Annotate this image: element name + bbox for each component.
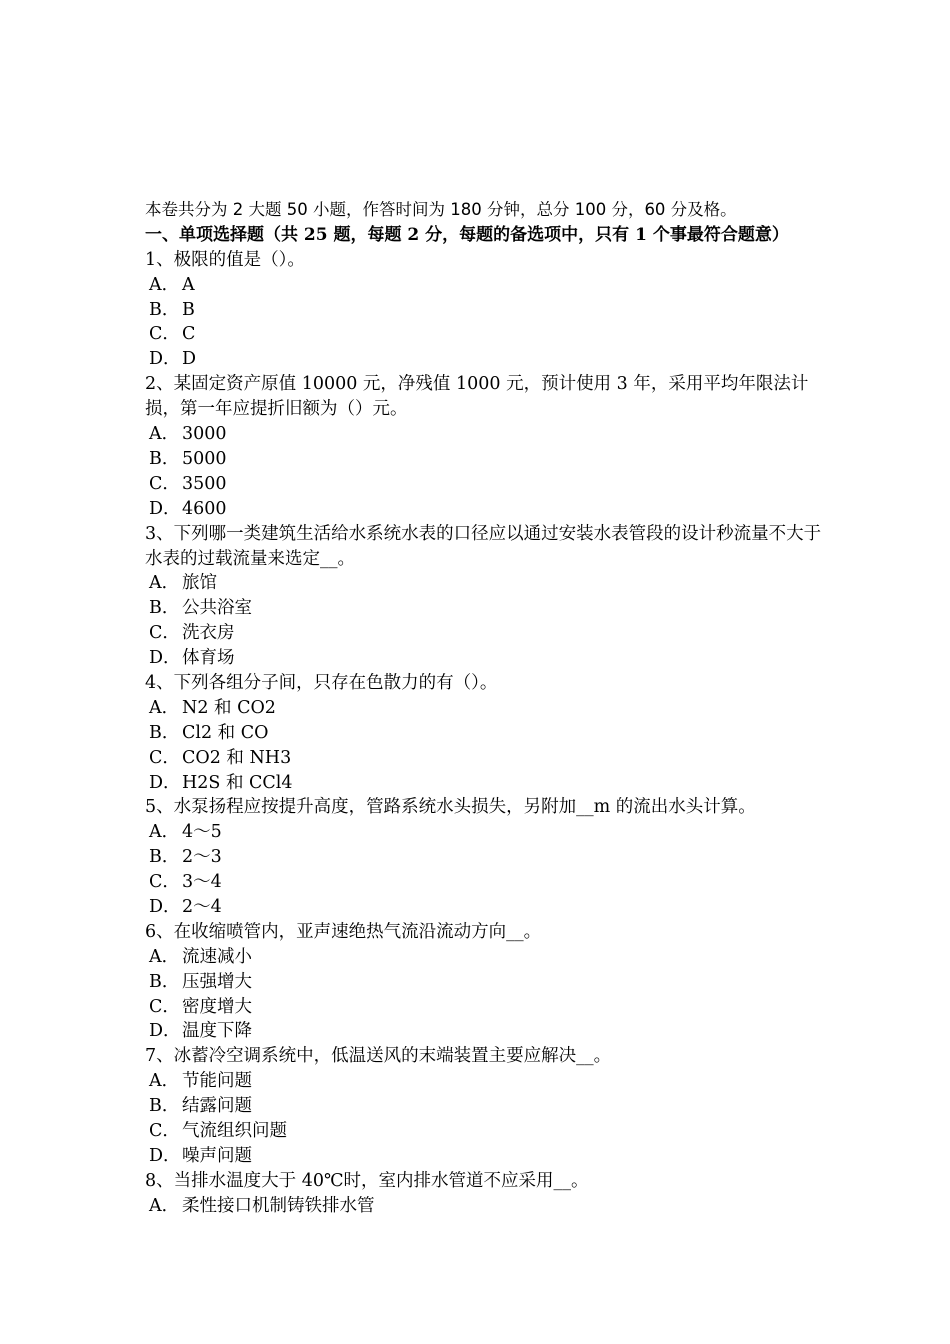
option-text: 3000 bbox=[182, 424, 227, 445]
option-text: B bbox=[182, 299, 195, 320]
option-b[interactable] bbox=[145, 721, 825, 746]
option-letter: A． bbox=[149, 822, 180, 843]
question-stem: 4、下列各组分子间，只存在色散力的有（）。 bbox=[145, 672, 498, 693]
option-text: 洗衣房 bbox=[182, 623, 235, 644]
option-c[interactable] bbox=[145, 870, 825, 895]
option-letter: D． bbox=[149, 772, 181, 793]
option-text: N2 和 CO2 bbox=[182, 697, 276, 718]
option-letter: B． bbox=[149, 847, 180, 868]
option-text: 温度下降 bbox=[182, 1021, 252, 1042]
option-text: 3～4 bbox=[182, 872, 222, 893]
option-c[interactable] bbox=[145, 995, 825, 1020]
question-stem: 8、当排水温度大于 40℃时，室内排水管道不应采用__。 bbox=[145, 1170, 589, 1191]
option-c[interactable] bbox=[145, 621, 825, 646]
option-b[interactable] bbox=[145, 970, 825, 995]
option-letter: D． bbox=[149, 1021, 181, 1042]
option-c[interactable] bbox=[145, 746, 825, 771]
option-letter: C． bbox=[149, 473, 180, 494]
option-letter: B． bbox=[149, 1096, 180, 1117]
option-text: Cl2 和 CO bbox=[182, 722, 269, 743]
option-text: D bbox=[182, 349, 197, 370]
question-stem: 7、冰蓄冷空调系统中，低温送风的末端装置主要应解决__。 bbox=[145, 1046, 612, 1067]
option-text: H2S 和 CCl4 bbox=[182, 772, 293, 793]
option-letter: A． bbox=[149, 946, 180, 967]
question-4 bbox=[145, 671, 825, 795]
question-7 bbox=[145, 1044, 825, 1168]
option-c[interactable] bbox=[145, 472, 825, 497]
option-letter: C． bbox=[149, 324, 180, 345]
option-letter: B． bbox=[149, 598, 180, 619]
option-letter: A． bbox=[149, 1071, 180, 1092]
option-text: 柔性接口机制铸铁排水管 bbox=[182, 1195, 375, 1216]
option-d[interactable] bbox=[145, 347, 825, 372]
option-text: 2～3 bbox=[182, 847, 222, 868]
option-letter: B． bbox=[149, 299, 180, 320]
option-a[interactable] bbox=[145, 273, 825, 298]
option-d[interactable] bbox=[145, 1019, 825, 1044]
option-b[interactable] bbox=[145, 298, 825, 323]
option-text: 2～4 bbox=[182, 897, 222, 917]
option-a[interactable] bbox=[145, 820, 825, 845]
option-text: CO2 和 NH3 bbox=[182, 747, 292, 768]
option-text: A bbox=[182, 274, 195, 295]
option-text: C bbox=[182, 324, 196, 345]
option-c[interactable] bbox=[145, 322, 825, 347]
option-b[interactable] bbox=[145, 447, 825, 472]
option-a[interactable] bbox=[145, 1194, 825, 1219]
question-stem: 3、下列哪一类建筑生活给水系统水表的口径应以通过安装水表管段的设计秒流量不大于水表的过载流量来选定__。 bbox=[145, 523, 822, 569]
option-d[interactable] bbox=[145, 1144, 825, 1169]
option-text: 3500 bbox=[182, 473, 227, 494]
option-a[interactable] bbox=[145, 696, 825, 721]
option-text: 节能问题 bbox=[182, 1071, 252, 1092]
option-letter: D． bbox=[149, 1145, 181, 1166]
option-letter: C． bbox=[149, 1121, 180, 1142]
exam-page bbox=[145, 198, 825, 1219]
option-b[interactable] bbox=[145, 845, 825, 870]
question-3 bbox=[145, 522, 825, 671]
option-text: 压强增大 bbox=[182, 971, 252, 992]
section-title: 一、单项选择题（共 25 题，每题 2 分，每题的备选项中，只有 1 个事最符合题意） bbox=[145, 224, 789, 245]
option-letter: B． bbox=[149, 971, 180, 992]
option-letter: A． bbox=[149, 424, 180, 445]
option-letter: D． bbox=[149, 349, 181, 370]
option-letter: A． bbox=[149, 697, 180, 718]
option-b[interactable] bbox=[145, 596, 825, 621]
option-c[interactable] bbox=[145, 1119, 825, 1144]
option-a[interactable] bbox=[145, 571, 825, 596]
option-letter: D． bbox=[149, 648, 181, 669]
option-text: 噪声问题 bbox=[182, 1145, 252, 1166]
option-text: 4～5 bbox=[182, 822, 222, 843]
option-text: 公共浴室 bbox=[182, 598, 252, 619]
option-a[interactable] bbox=[145, 422, 825, 447]
question-stem: 1、极限的值是（）。 bbox=[145, 249, 305, 270]
option-letter: C． bbox=[149, 872, 180, 893]
option-letter: C． bbox=[149, 623, 180, 644]
option-d[interactable] bbox=[145, 771, 825, 796]
exam-intro: 本卷共分为 2 大题 50 小题，作答时间为 180 分钟，总分 100 分，60 分及格。 bbox=[145, 200, 737, 219]
question-8 bbox=[145, 1169, 825, 1219]
question-6 bbox=[145, 920, 825, 1044]
option-a[interactable] bbox=[145, 1069, 825, 1094]
option-d[interactable] bbox=[145, 895, 825, 920]
option-text: 4600 bbox=[182, 498, 227, 519]
question-stem: 5、水泵扬程应按提升高度，管路系统水头损失，另附加__m 的流出水头计算。 bbox=[145, 797, 756, 818]
option-letter: B． bbox=[149, 722, 180, 743]
option-text: 气流组织问题 bbox=[182, 1121, 287, 1142]
option-text: 5000 bbox=[182, 448, 227, 469]
option-b[interactable] bbox=[145, 1094, 825, 1119]
option-letter: D． bbox=[149, 498, 181, 519]
option-text: 体育场 bbox=[182, 648, 235, 669]
question-stem: 2、某固定资产原值 10000 元，净残值 1000 元，预计使用 3 年，采用平均年限法计损，第一年应提折旧额为（）元。 bbox=[145, 374, 809, 420]
option-letter: B． bbox=[149, 448, 180, 469]
option-text: 流速减小 bbox=[182, 946, 252, 967]
option-a[interactable] bbox=[145, 945, 825, 970]
option-letter: A． bbox=[149, 573, 180, 594]
option-letter: C． bbox=[149, 747, 180, 768]
option-text: 旅馆 bbox=[182, 573, 217, 594]
option-letter: A． bbox=[149, 1195, 180, 1216]
option-d[interactable] bbox=[145, 497, 825, 522]
option-letter: A． bbox=[149, 274, 180, 295]
option-d[interactable] bbox=[145, 646, 825, 671]
option-text: 密度增大 bbox=[182, 996, 252, 1017]
option-letter: C． bbox=[149, 996, 180, 1017]
question-5 bbox=[145, 795, 825, 919]
question-2 bbox=[145, 372, 825, 521]
question-stem: 6、在收缩喷管内，亚声速绝热气流沿流动方向__。 bbox=[145, 921, 542, 942]
option-text: 结露问题 bbox=[182, 1096, 252, 1117]
option-letter: D． bbox=[149, 897, 181, 917]
question-1 bbox=[145, 248, 825, 372]
